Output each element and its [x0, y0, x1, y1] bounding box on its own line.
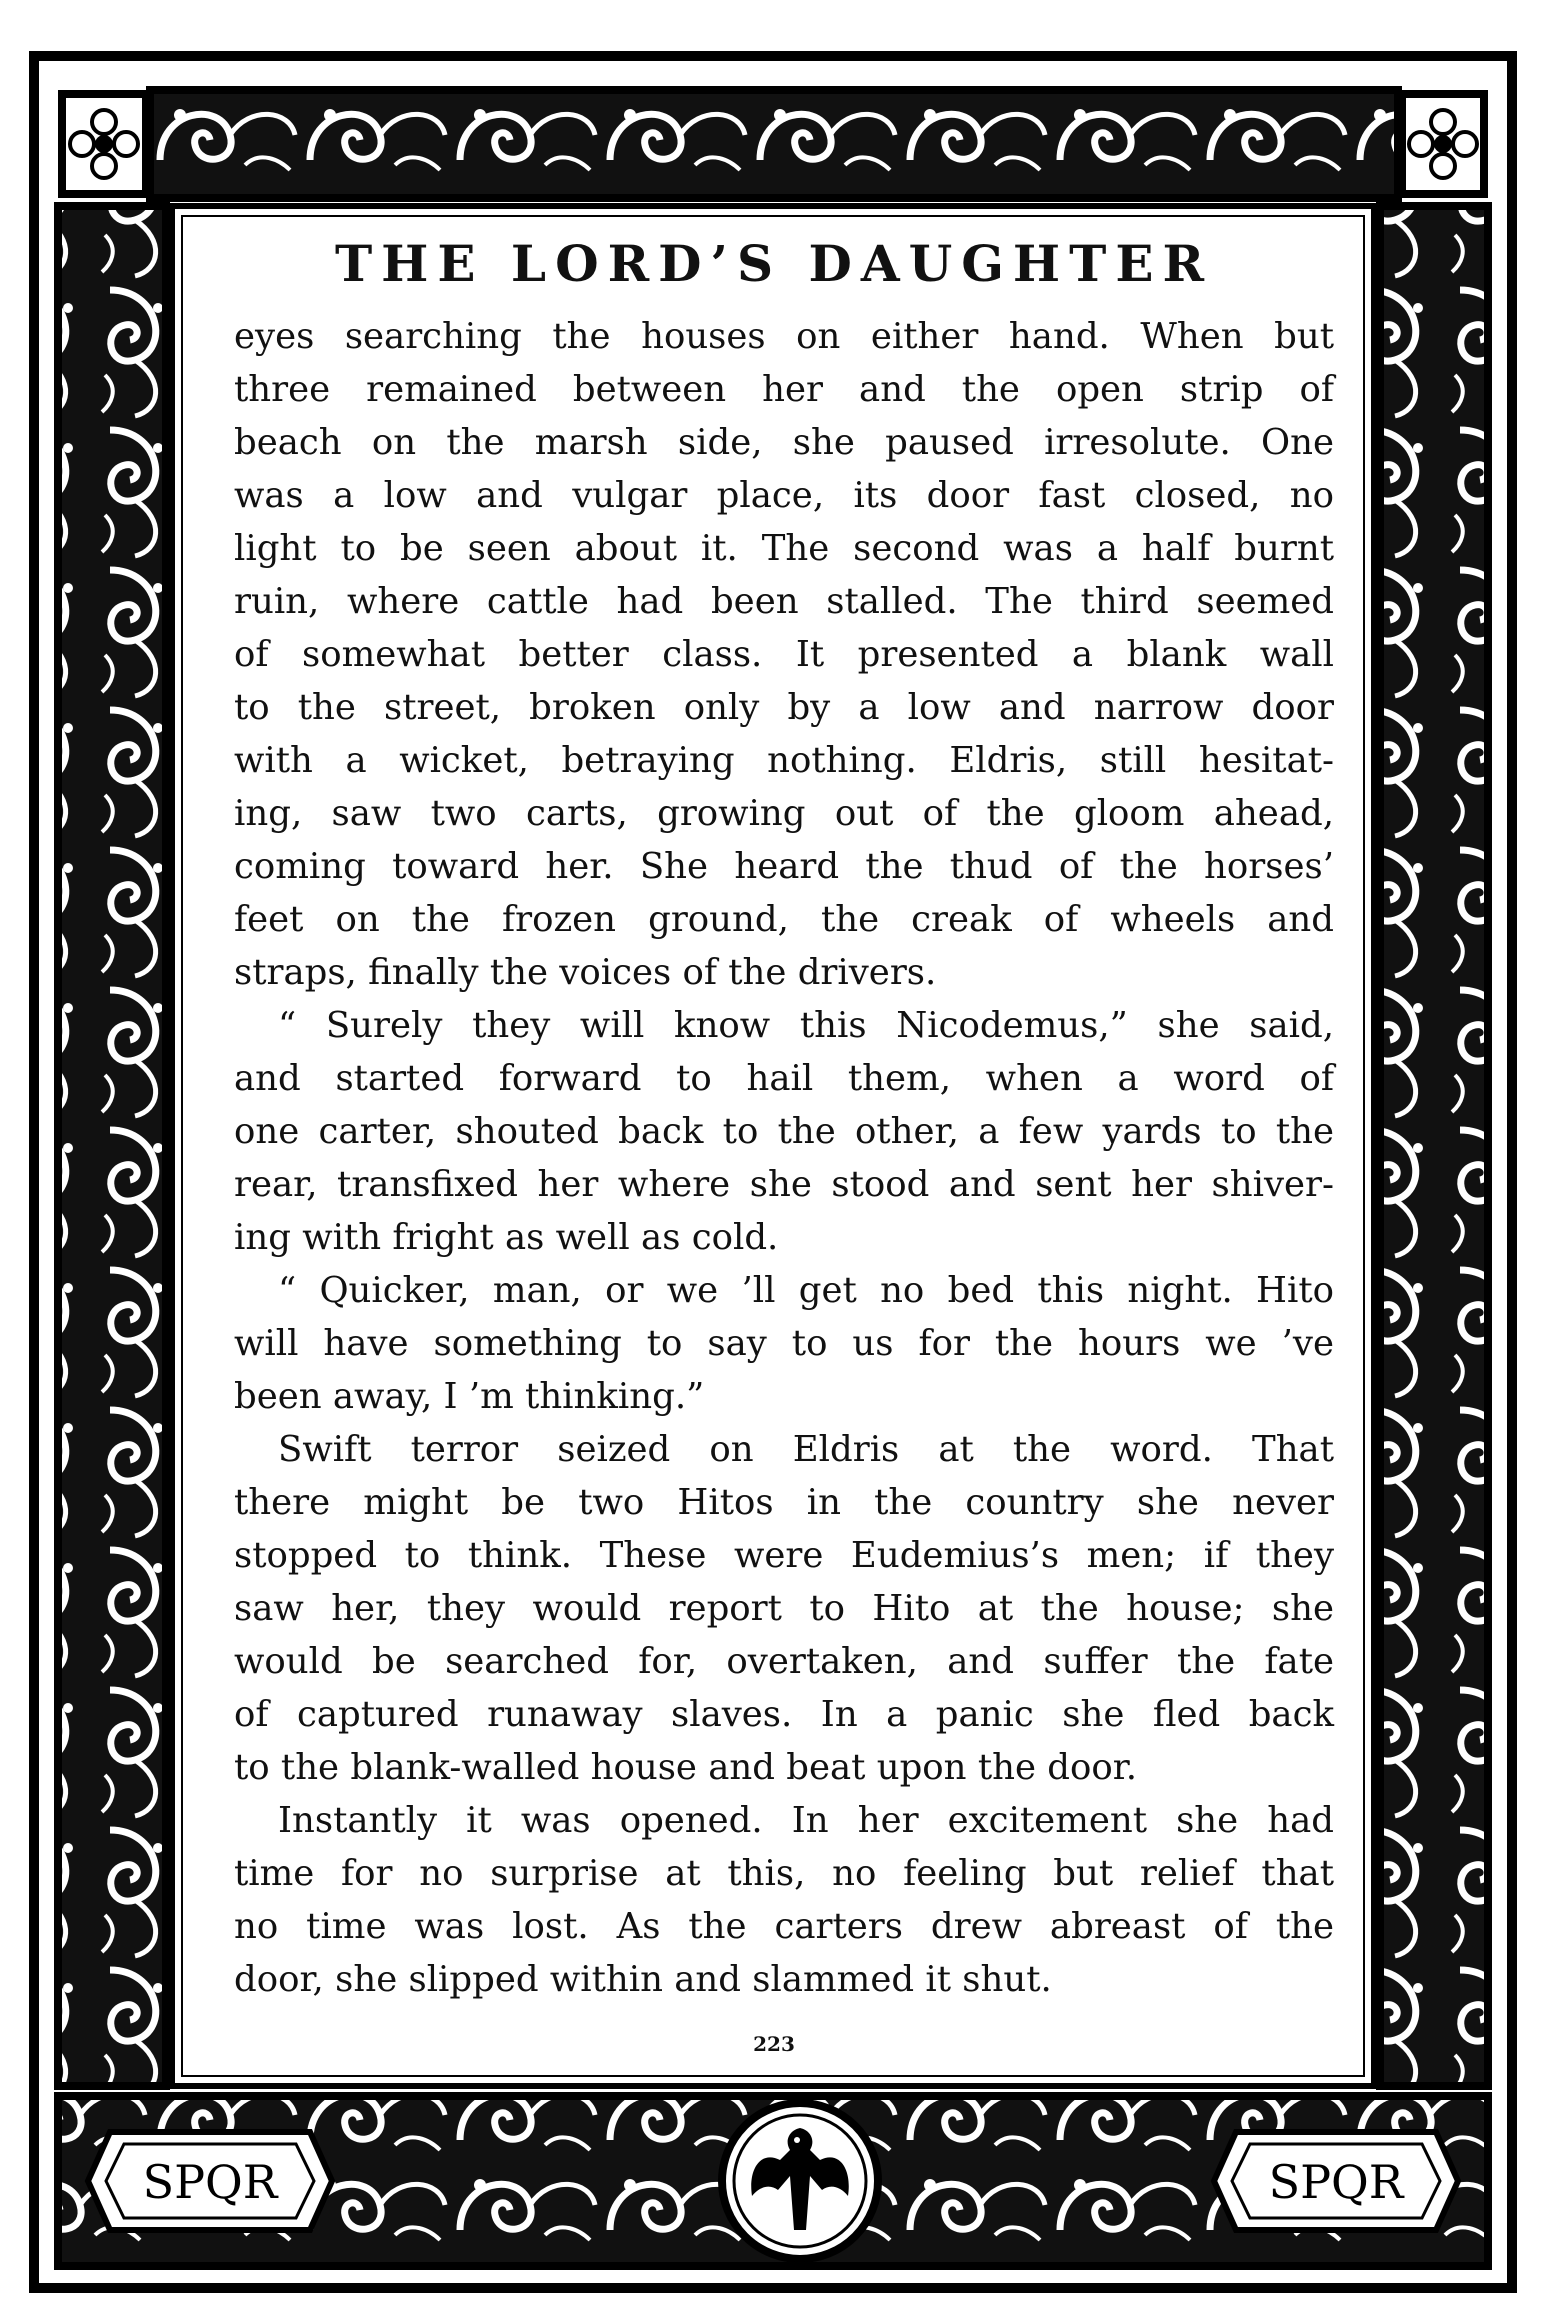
right-spqr-tablet	[1214, 2132, 1458, 2230]
text-line: one carter, shouted back to the other, a few yards to the	[234, 1111, 1334, 1152]
text-line: no time was lost. As the carters drew abreast of the	[234, 1906, 1334, 1947]
text-line: saw her, they would report to Hito at the house; she	[234, 1588, 1334, 1629]
text-line: will have something to say to us for the hours we ’ve	[234, 1323, 1334, 1364]
top-left-rosette-icon	[58, 90, 150, 198]
left-tablet-text: SPQR	[142, 2155, 278, 2209]
text-line: time for no surprise at this, no feeling but relief that	[234, 1853, 1334, 1894]
text-line: there might be two Hitos in the country she never	[234, 1482, 1334, 1523]
text-line: rear, transfixed her where she stood and sent her shiver-	[234, 1164, 1334, 1205]
top-right-rosette-icon	[1398, 90, 1488, 198]
text-line: beach on the marsh side, she paused irresolute. One	[234, 422, 1334, 463]
text-line: ruin, where cattle had been stalled. The third seemed	[234, 581, 1334, 622]
text-line: straps, finally the voices of the drivers.	[234, 952, 937, 993]
text-line: Instantly it was opened. In her excitement she had	[278, 1800, 1334, 1841]
text-line: ing, saw two carts, growing out of the gloom ahead,	[234, 793, 1334, 834]
text-line: would be searched for, overtaken, and suffer the fate	[234, 1641, 1334, 1682]
eagle-medallion-icon	[722, 2103, 878, 2259]
text-line: of somewhat better class. It presented a blank wall	[234, 634, 1334, 675]
text-line: to the blank-walled house and beat upon the door.	[234, 1747, 1138, 1788]
text-line: of captured runaway slaves. In a panic she fled back	[234, 1694, 1334, 1735]
text-line: “ Surely they will know this Nicodemus,” she said,	[278, 1005, 1334, 1046]
text-line: eyes searching the houses on either hand. When but	[234, 316, 1334, 357]
text-line: three remained between her and the open strip of	[234, 369, 1334, 410]
body-text	[234, 310, 1334, 2006]
left-spqr-tablet	[88, 2132, 332, 2230]
running-head: THE LORD’S DAUGHTER	[334, 234, 1214, 293]
text-line: “ Quicker, man, or we ’ll get no bed this night. Hito	[278, 1270, 1334, 1311]
left-scroll-band	[58, 206, 166, 2086]
page-number: 223	[753, 2032, 795, 2056]
top-scroll-band	[150, 90, 1398, 198]
text-line: ing with fright as well as cold.	[234, 1217, 779, 1258]
text-line: been away, I ’m thinking.”	[234, 1376, 705, 1417]
text-line: coming toward her. She heard the thud of the horses’	[234, 846, 1334, 887]
text-line: and started forward to hail them, when a word of	[234, 1058, 1334, 1099]
text-line: feet on the frozen ground, the creak of wheels and	[234, 899, 1334, 940]
text-line: door, she slipped within and slammed it shut.	[234, 1959, 1052, 2000]
text-line: was a low and vulgar place, its door fast closed, no	[234, 475, 1334, 516]
text-line: light to be seen about it. The second was a half burnt	[234, 528, 1334, 569]
text-line: stopped to think. These were Eudemius’s men; if they	[234, 1535, 1334, 1576]
text-line: with a wicket, betraying nothing. Eldris, still hesitat-	[234, 740, 1334, 781]
text-line: to the street, broken only by a low and narrow door	[234, 687, 1334, 728]
text-line: Swift terror seized on Eldris at the word. That	[278, 1429, 1334, 1470]
right-scroll-band	[1380, 206, 1488, 2086]
text-area	[188, 222, 1360, 2082]
right-tablet-text: SPQR	[1268, 2155, 1404, 2209]
